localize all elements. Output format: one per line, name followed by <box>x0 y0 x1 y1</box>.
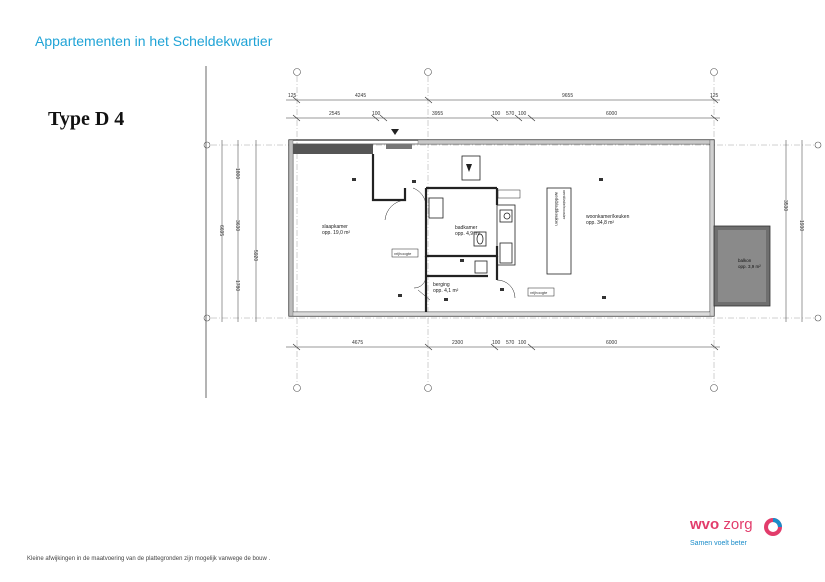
room-area-slaapkamer: opp. 19,0 m² <box>322 230 351 236</box>
dim-bottom-1: 4675 <box>352 340 364 346</box>
logo-word-zorg: zorg <box>719 516 753 533</box>
dim-top-1: 125 <box>288 93 297 99</box>
room-area-balkon: opp. 3,9 m² <box>738 264 761 269</box>
dim-top2-7: 6000 <box>606 111 618 117</box>
wall-note: ventilatie/rooster <box>562 190 567 220</box>
door-label-2: vrijhoogte <box>530 290 548 295</box>
room-area-woonkamer: opp. 34,8 m² <box>586 220 615 226</box>
dim-top2-2: 100 <box>372 111 381 117</box>
dim-top-2: 4245 <box>355 93 367 99</box>
dim-top2-1: 2545 <box>329 111 341 117</box>
logo-wordmark <box>690 516 753 533</box>
wvo-zorg-logo <box>690 516 790 552</box>
dim-bottom-2: 2300 <box>452 340 464 346</box>
dim-bottom-5: 100 <box>518 340 527 346</box>
dim-bottom-6: 6000 <box>606 340 618 346</box>
dim-right-1: 3530 <box>782 200 788 212</box>
dim-top-4: 125 <box>710 93 719 99</box>
dim-top2-6: 100 <box>518 111 527 117</box>
room-name-badkamer: badkamer <box>455 225 478 231</box>
kitchen-note: werkblad/keuken <box>554 192 559 226</box>
disclaimer-footnote: Kleine afwijkingen in de maatvoering van de plattegronden zijn mogelijk vanwege de bouw . <box>27 556 271 562</box>
room-area-berging: opp. 4,1 m² <box>433 288 459 294</box>
door-label-1: vrijhoogte <box>394 251 412 256</box>
dim-left-3: 1780 <box>234 280 240 292</box>
dim-top2-4: 100 <box>492 111 501 117</box>
dim-left-1: 1800 <box>234 168 240 180</box>
room-name-slaapkamer: slaapkamer <box>322 224 348 230</box>
dim-left-4: 6695 <box>218 225 224 237</box>
dim-top-3: 9655 <box>562 93 574 99</box>
room-name-balkon: balkon <box>738 258 752 263</box>
room-area-badkamer: opp. 4,9 m² <box>455 231 481 237</box>
dim-top2-5: 570 <box>506 111 515 117</box>
logo-tagline: Samen voelt beter <box>690 540 747 547</box>
dim-left-5: 5920 <box>252 250 258 262</box>
room-name-berging: berging <box>433 282 450 288</box>
dim-bottom-4: 570 <box>506 340 515 346</box>
dim-left-2: 3630 <box>234 220 240 232</box>
room-name-woonkamer: woonkamer/keuken <box>586 214 630 220</box>
page-title: Appartementen in het Scheldekwartier <box>35 33 273 49</box>
logo-word-wvo: wvo <box>690 516 720 533</box>
dim-bottom-3: 100 <box>492 340 501 346</box>
apartment-type-label: Type D 4 <box>48 108 125 130</box>
dim-right-2: 1930 <box>798 220 804 232</box>
dim-top2-3: 3955 <box>432 111 444 117</box>
logo-heart-icon <box>762 516 784 538</box>
